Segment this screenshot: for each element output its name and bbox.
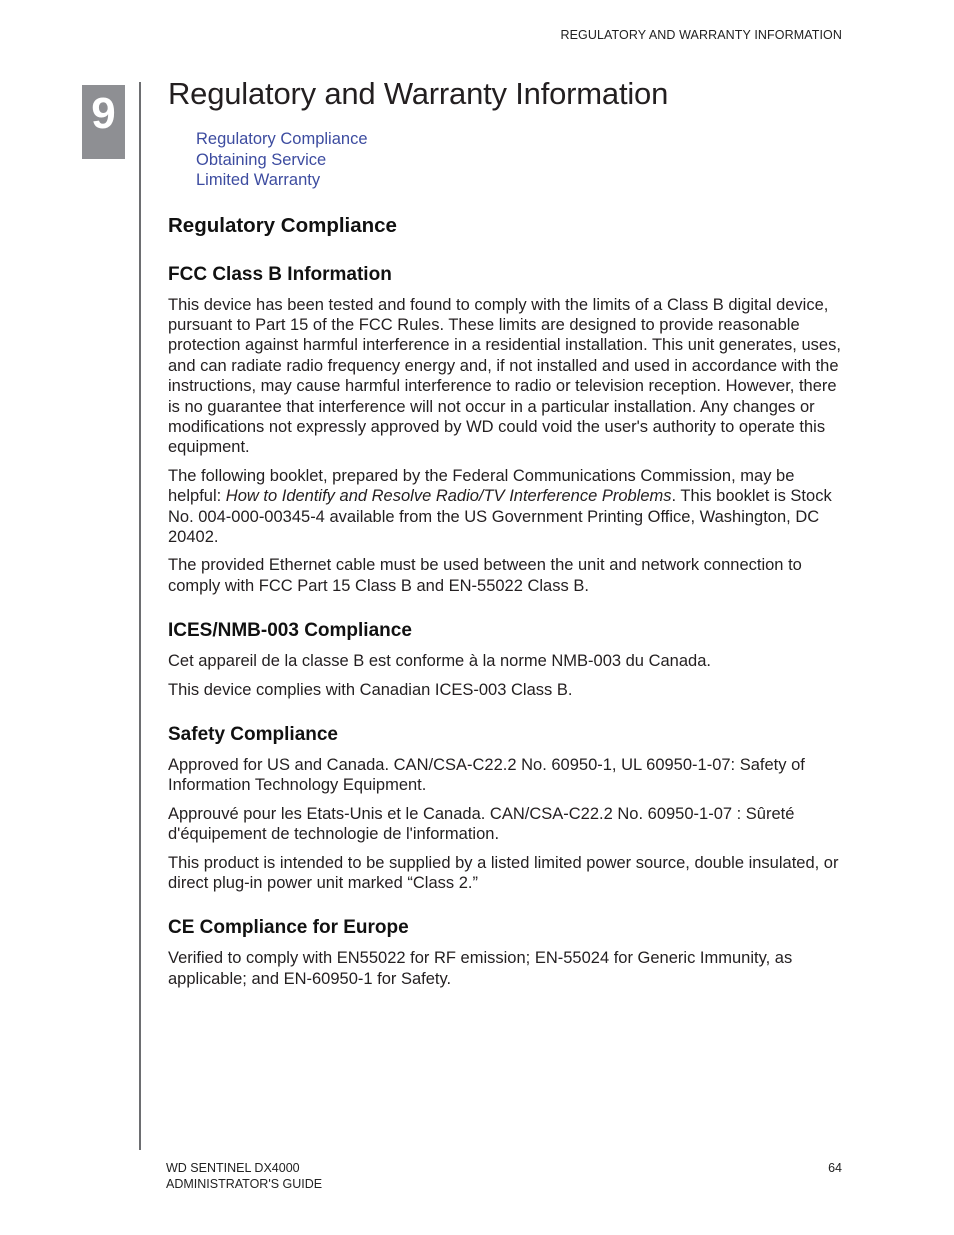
fcc-booklet-title: How to Identify and Resolve Radio/TV Interference Problems	[225, 487, 672, 506]
fcc-booklet-text-end: . This booklet is Stock No. 004-000-00345-4 available from the US Government Printing Office, Washington, DC 20402.	[168, 487, 832, 546]
toc-item	[196, 150, 842, 171]
toc-link-regulatory-compliance[interactable]: Regulatory Compliance	[196, 130, 368, 148]
ce-heading: CE Compliance for Europe	[168, 917, 409, 939]
footer-product	[166, 1161, 322, 1192]
page-title: Regulatory and Warranty Information	[168, 76, 669, 111]
page-number: 64	[828, 1161, 842, 1175]
fcc-paragraph: This device has been tested and found to comply with the limits of a Class B digital device, pursuant to Part 15 of the FCC Rules. These limits are designed to provide reasonable protection against harmful interference in a residential installation. This unit generates, uses, and can radiate radio frequency energy and, if not installed and used in accordance with the instructions, may cause harmful interference to radio or television reception. However, there is no guarantee that interference will not occur in a particular installation. Any changes or modifications not expressly approved by WD could void the user's authority to operate this equipment.	[168, 295, 841, 457]
footer-product-name: WD SENTINEL DX4000	[166, 1161, 300, 1175]
toc-link-obtaining-service[interactable]: Obtaining Service	[196, 150, 327, 169]
fcc-booklet-paragraph	[168, 466, 842, 548]
safety-heading: Safety Compliance	[168, 724, 338, 745]
chapter-toc	[196, 129, 842, 191]
fcc-heading: FCC Class B Information	[168, 263, 392, 285]
safety-paragraph-fr: Approuvé pour les Etats-Unis et le Canada. CAN/CSA-C22.2 No. 60950-1-07 : Sûreté d'équipement de technologie de l'information.	[168, 804, 795, 844]
toc-item	[196, 170, 842, 191]
fcc-ethernet-paragraph: The provided Ethernet cable must be used between the unit and network connection to comply with FCC Part 15 Class B and EN-55022 Class B.	[168, 556, 802, 595]
section-heading: Regulatory Compliance	[168, 213, 397, 237]
chapter-number-tab: 9	[82, 85, 125, 159]
safety-power-paragraph: This product is intended to be supplied by a listed limited power source, double insulated, or direct plug-in power unit marked “Class 2.”	[168, 853, 839, 893]
main-content	[168, 74, 842, 997]
fcc-booklet-text: The following booklet, prepared by the Federal Communications Commission, may be helpful:	[168, 466, 795, 506]
ce-paragraph: Verified to comply with EN55022 for RF emission; EN-55024 for Generic Immunity, as applicable; and EN-60950-1 for Safety.	[168, 949, 793, 988]
ices-paragraph-fr: Cet appareil de la classe B est conforme à la norme NMB-003 du Canada.	[168, 652, 711, 671]
running-header: REGULATORY AND WARRANTY INFORMATION	[560, 28, 842, 42]
margin-rule	[139, 82, 141, 1150]
ices-paragraph-en: This device complies with Canadian ICES-003 Class B.	[168, 680, 573, 699]
ices-heading: ICES/NMB-003 Compliance	[168, 620, 412, 642]
toc-item	[196, 129, 842, 150]
toc-link-limited-warranty[interactable]: Limited Warranty	[196, 171, 321, 189]
safety-paragraph-en: Approved for US and Canada. CAN/CSA-C22.2 No. 60950-1, UL 60950-1-07: Safety of Information Technology Equipment.	[168, 756, 805, 795]
footer-guide-name: ADMINISTRATOR'S GUIDE	[166, 1176, 323, 1191]
